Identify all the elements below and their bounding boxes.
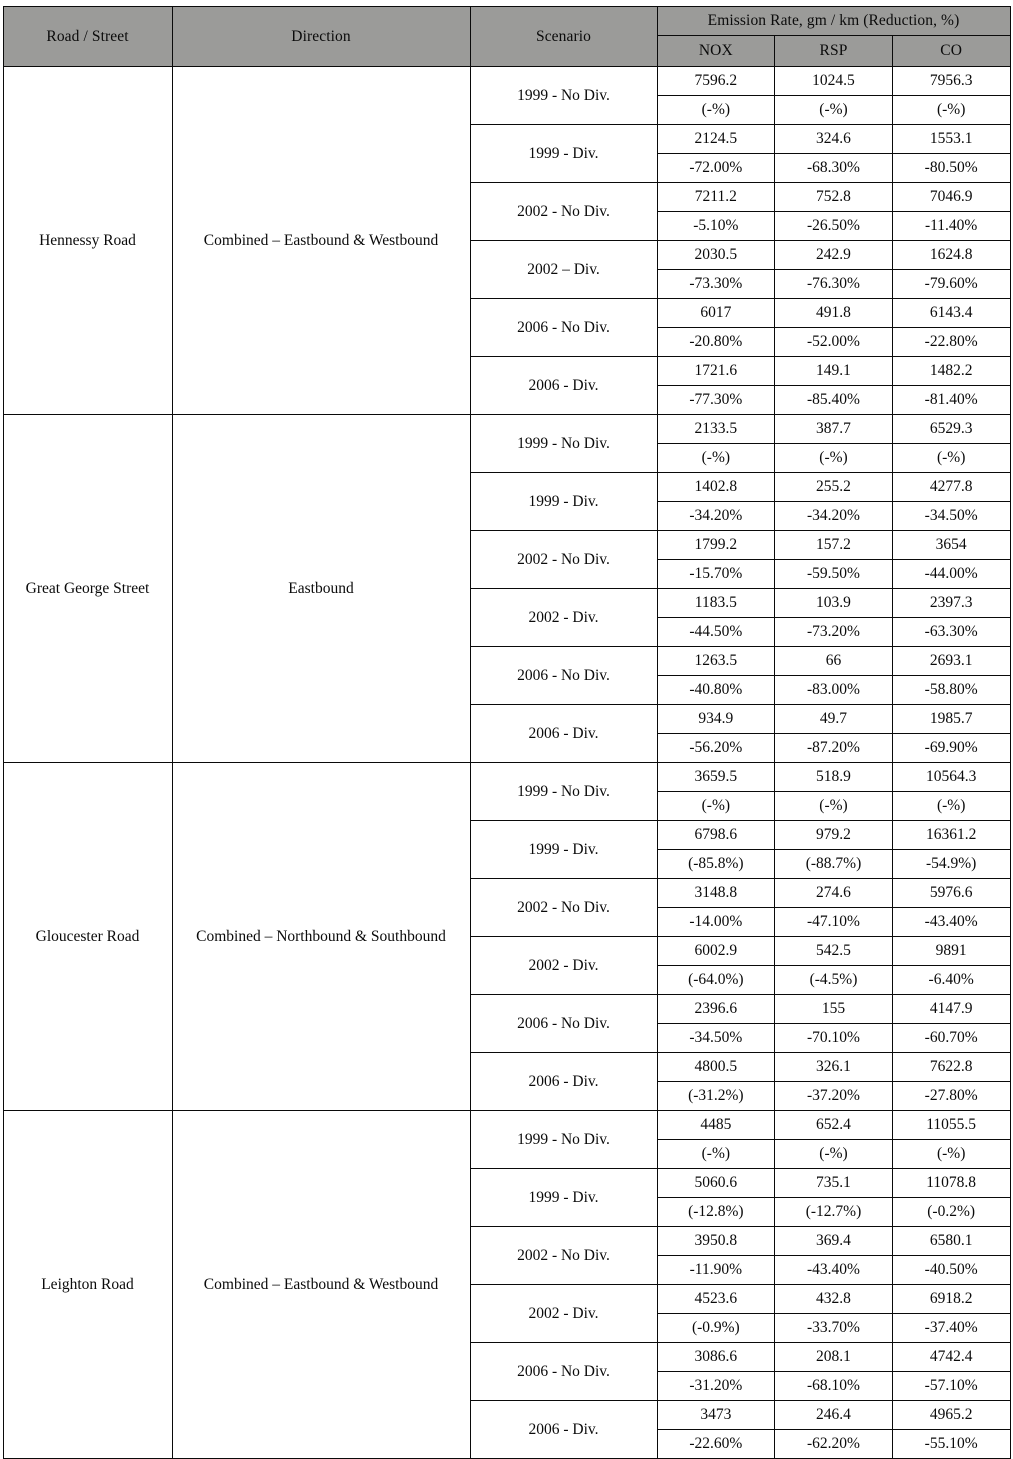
emission-reduction-nox: -34.50% bbox=[657, 1024, 775, 1053]
emission-reduction-nox: -40.80% bbox=[657, 676, 775, 705]
emission-value-nox: 2030.5 bbox=[657, 241, 775, 270]
emission-value-co: 9891 bbox=[892, 937, 1010, 966]
emission-reduction-nox: (-31.2%) bbox=[657, 1082, 775, 1111]
emission-value-rsp: 387.7 bbox=[775, 415, 893, 444]
direction-cell: Combined – Eastbound & Westbound bbox=[172, 67, 470, 415]
direction-cell: Combined – Northbound & Southbound bbox=[172, 763, 470, 1111]
emission-reduction-nox: -31.20% bbox=[657, 1372, 775, 1401]
scenario-cell: 2002 - Div. bbox=[470, 937, 657, 995]
emission-reduction-nox: -72.00% bbox=[657, 154, 775, 183]
table-row bbox=[3, 415, 1010, 444]
emission-value-nox: 4523.6 bbox=[657, 1285, 775, 1314]
emission-value-rsp: 432.8 bbox=[775, 1285, 893, 1314]
emission-reduction-co: -80.50% bbox=[892, 154, 1010, 183]
scenario-cell: 1999 - No Div. bbox=[470, 763, 657, 821]
table-header bbox=[3, 7, 1010, 67]
emission-value-co: 7622.8 bbox=[892, 1053, 1010, 1082]
column-header-nox: NOX bbox=[657, 36, 775, 67]
road-street-cell: Leighton Road bbox=[3, 1111, 172, 1459]
emission-reduction-co: -63.30% bbox=[892, 618, 1010, 647]
emission-value-rsp: 66 bbox=[775, 647, 893, 676]
emission-reduction-nox: (-85.8%) bbox=[657, 850, 775, 879]
emission-reduction-co: -22.80% bbox=[892, 328, 1010, 357]
emission-value-co: 16361.2 bbox=[892, 821, 1010, 850]
direction-cell: Eastbound bbox=[172, 415, 470, 763]
column-header-direction: Direction bbox=[172, 7, 470, 67]
emission-reduction-co: -79.60% bbox=[892, 270, 1010, 299]
emission-value-rsp: 255.2 bbox=[775, 473, 893, 502]
emission-reduction-nox: (-%) bbox=[657, 96, 775, 125]
emission-value-nox: 3148.8 bbox=[657, 879, 775, 908]
emission-value-nox: 6017 bbox=[657, 299, 775, 328]
emission-value-co: 6529.3 bbox=[892, 415, 1010, 444]
emission-value-rsp: 246.4 bbox=[775, 1401, 893, 1430]
emission-value-rsp: 1024.5 bbox=[775, 67, 893, 96]
scenario-cell: 2006 - No Div. bbox=[470, 299, 657, 357]
emission-value-co: 11078.8 bbox=[892, 1169, 1010, 1198]
emission-reduction-rsp: -37.20% bbox=[775, 1082, 893, 1111]
emission-reduction-nox: -56.20% bbox=[657, 734, 775, 763]
emission-value-co: 6143.4 bbox=[892, 299, 1010, 328]
scenario-cell: 1999 - Div. bbox=[470, 473, 657, 531]
emission-reduction-nox: -14.00% bbox=[657, 908, 775, 937]
emission-value-co: 1553.1 bbox=[892, 125, 1010, 154]
column-header-co: CO bbox=[892, 36, 1010, 67]
emission-reduction-co: -43.40% bbox=[892, 908, 1010, 937]
emission-reduction-co: (-%) bbox=[892, 792, 1010, 821]
emission-value-nox: 3086.6 bbox=[657, 1343, 775, 1372]
scenario-cell: 1999 - No Div. bbox=[470, 67, 657, 125]
emission-value-nox: 4800.5 bbox=[657, 1053, 775, 1082]
emission-reduction-nox: -11.90% bbox=[657, 1256, 775, 1285]
emission-reduction-rsp: -85.40% bbox=[775, 386, 893, 415]
emission-value-rsp: 491.8 bbox=[775, 299, 893, 328]
road-street-cell: Gloucester Road bbox=[3, 763, 172, 1111]
scenario-cell: 2002 - No Div. bbox=[470, 183, 657, 241]
scenario-cell: 1999 - No Div. bbox=[470, 415, 657, 473]
emission-reduction-rsp: (-12.7%) bbox=[775, 1198, 893, 1227]
emission-reduction-rsp: -70.10% bbox=[775, 1024, 893, 1053]
emission-reduction-rsp: -68.30% bbox=[775, 154, 893, 183]
emission-reduction-co: -55.10% bbox=[892, 1430, 1010, 1459]
column-header-scenario: Scenario bbox=[470, 7, 657, 67]
emission-reduction-rsp: (-4.5%) bbox=[775, 966, 893, 995]
emission-reduction-co: (-%) bbox=[892, 96, 1010, 125]
emission-rate-table bbox=[3, 6, 1011, 1459]
emission-value-rsp: 274.6 bbox=[775, 879, 893, 908]
scenario-cell: 2006 - No Div. bbox=[470, 1343, 657, 1401]
road-street-cell: Hennessy Road bbox=[3, 67, 172, 415]
emission-value-nox: 1402.8 bbox=[657, 473, 775, 502]
table-row bbox=[3, 763, 1010, 792]
table-row bbox=[3, 1111, 1010, 1140]
emission-value-rsp: 149.1 bbox=[775, 357, 893, 386]
emission-value-nox: 3659.5 bbox=[657, 763, 775, 792]
emission-value-co: 2693.1 bbox=[892, 647, 1010, 676]
emission-reduction-nox: (-%) bbox=[657, 1140, 775, 1169]
emission-value-nox: 2396.6 bbox=[657, 995, 775, 1024]
emission-value-co: 1624.8 bbox=[892, 241, 1010, 270]
emission-reduction-co: -44.00% bbox=[892, 560, 1010, 589]
emission-reduction-rsp: -87.20% bbox=[775, 734, 893, 763]
scenario-cell: 2002 - Div. bbox=[470, 1285, 657, 1343]
scenario-cell: 1999 - Div. bbox=[470, 821, 657, 879]
emission-reduction-rsp: (-%) bbox=[775, 444, 893, 473]
road-street-cell: Great George Street bbox=[3, 415, 172, 763]
emission-reduction-rsp: (-88.7%) bbox=[775, 850, 893, 879]
emission-value-rsp: 752.8 bbox=[775, 183, 893, 212]
emission-value-rsp: 979.2 bbox=[775, 821, 893, 850]
emission-value-co: 4277.8 bbox=[892, 473, 1010, 502]
header-row-primary bbox=[3, 7, 1010, 36]
emission-value-nox: 1263.5 bbox=[657, 647, 775, 676]
scenario-cell: 2006 - No Div. bbox=[470, 647, 657, 705]
emission-value-co: 5976.6 bbox=[892, 879, 1010, 908]
emission-value-rsp: 542.5 bbox=[775, 937, 893, 966]
emission-reduction-rsp: -73.20% bbox=[775, 618, 893, 647]
emission-reduction-nox: -73.30% bbox=[657, 270, 775, 299]
emission-reduction-co: -6.40% bbox=[892, 966, 1010, 995]
emission-value-co: 4742.4 bbox=[892, 1343, 1010, 1372]
emission-value-rsp: 326.1 bbox=[775, 1053, 893, 1082]
emission-reduction-rsp: -62.20% bbox=[775, 1430, 893, 1459]
emission-reduction-nox: (-0.9%) bbox=[657, 1314, 775, 1343]
emission-value-co: 6580.1 bbox=[892, 1227, 1010, 1256]
emission-value-nox: 7596.2 bbox=[657, 67, 775, 96]
emission-value-rsp: 242.9 bbox=[775, 241, 893, 270]
emission-reduction-co: -34.50% bbox=[892, 502, 1010, 531]
emission-value-nox: 1721.6 bbox=[657, 357, 775, 386]
column-header-rsp: RSP bbox=[775, 36, 893, 67]
emission-reduction-co: -81.40% bbox=[892, 386, 1010, 415]
emission-reduction-nox: (-%) bbox=[657, 444, 775, 473]
scenario-cell: 2002 - No Div. bbox=[470, 879, 657, 937]
emission-reduction-rsp: -76.30% bbox=[775, 270, 893, 299]
scenario-cell: 2006 - Div. bbox=[470, 1401, 657, 1459]
emission-value-nox: 1183.5 bbox=[657, 589, 775, 618]
emission-reduction-co: -69.90% bbox=[892, 734, 1010, 763]
emission-reduction-co: -57.10% bbox=[892, 1372, 1010, 1401]
emission-reduction-rsp: (-%) bbox=[775, 792, 893, 821]
emission-value-rsp: 49.7 bbox=[775, 705, 893, 734]
emission-value-nox: 2124.5 bbox=[657, 125, 775, 154]
emission-value-co: 4965.2 bbox=[892, 1401, 1010, 1430]
emission-reduction-nox: (-%) bbox=[657, 792, 775, 821]
emission-value-nox: 4485 bbox=[657, 1111, 775, 1140]
column-header-emission-rate-group: Emission Rate, gm / km (Reduction, %) bbox=[657, 7, 1010, 36]
emission-reduction-co: -40.50% bbox=[892, 1256, 1010, 1285]
emission-value-nox: 6798.6 bbox=[657, 821, 775, 850]
emission-reduction-co: -58.80% bbox=[892, 676, 1010, 705]
emission-value-nox: 934.9 bbox=[657, 705, 775, 734]
emission-reduction-nox: -22.60% bbox=[657, 1430, 775, 1459]
emission-reduction-co: (-0.2%) bbox=[892, 1198, 1010, 1227]
emission-value-rsp: 155 bbox=[775, 995, 893, 1024]
emission-reduction-rsp: -34.20% bbox=[775, 502, 893, 531]
emission-reduction-nox: -5.10% bbox=[657, 212, 775, 241]
emission-value-co: 3654 bbox=[892, 531, 1010, 560]
emission-value-rsp: 157.2 bbox=[775, 531, 893, 560]
emission-reduction-co: -27.80% bbox=[892, 1082, 1010, 1111]
emission-value-nox: 7211.2 bbox=[657, 183, 775, 212]
emission-value-rsp: 324.6 bbox=[775, 125, 893, 154]
scenario-cell: 2006 - Div. bbox=[470, 1053, 657, 1111]
emission-value-nox: 2133.5 bbox=[657, 415, 775, 444]
scenario-cell: 2002 – Div. bbox=[470, 241, 657, 299]
emission-reduction-rsp: (-%) bbox=[775, 1140, 893, 1169]
emission-value-co: 7956.3 bbox=[892, 67, 1010, 96]
emission-value-nox: 3473 bbox=[657, 1401, 775, 1430]
scenario-cell: 2006 - No Div. bbox=[470, 995, 657, 1053]
emission-reduction-co: (-%) bbox=[892, 444, 1010, 473]
emission-value-co: 6918.2 bbox=[892, 1285, 1010, 1314]
emission-reduction-rsp: -43.40% bbox=[775, 1256, 893, 1285]
emission-reduction-rsp: (-%) bbox=[775, 96, 893, 125]
emission-reduction-nox: -15.70% bbox=[657, 560, 775, 589]
emission-value-rsp: 518.9 bbox=[775, 763, 893, 792]
emission-value-co: 10564.3 bbox=[892, 763, 1010, 792]
emission-value-co: 1985.7 bbox=[892, 705, 1010, 734]
emission-reduction-nox: -20.80% bbox=[657, 328, 775, 357]
table-body bbox=[3, 67, 1010, 1459]
emission-value-co: 2397.3 bbox=[892, 589, 1010, 618]
emission-value-nox: 3950.8 bbox=[657, 1227, 775, 1256]
scenario-cell: 2006 - Div. bbox=[470, 705, 657, 763]
scenario-cell: 2002 - Div. bbox=[470, 589, 657, 647]
emission-reduction-rsp: -26.50% bbox=[775, 212, 893, 241]
scenario-cell: 2006 - Div. bbox=[470, 357, 657, 415]
emission-value-rsp: 208.1 bbox=[775, 1343, 893, 1372]
emission-value-nox: 1799.2 bbox=[657, 531, 775, 560]
emission-reduction-rsp: -68.10% bbox=[775, 1372, 893, 1401]
scenario-cell: 2002 - No Div. bbox=[470, 531, 657, 589]
scenario-cell: 1999 - Div. bbox=[470, 1169, 657, 1227]
emission-value-rsp: 103.9 bbox=[775, 589, 893, 618]
emission-reduction-co: (-%) bbox=[892, 1140, 1010, 1169]
emission-reduction-co: -60.70% bbox=[892, 1024, 1010, 1053]
emission-value-rsp: 735.1 bbox=[775, 1169, 893, 1198]
emission-reduction-nox: -44.50% bbox=[657, 618, 775, 647]
direction-cell: Combined – Eastbound & Westbound bbox=[172, 1111, 470, 1459]
emission-reduction-rsp: -59.50% bbox=[775, 560, 893, 589]
emission-value-co: 4147.9 bbox=[892, 995, 1010, 1024]
scenario-cell: 2002 - No Div. bbox=[470, 1227, 657, 1285]
emission-reduction-co: -54.9%) bbox=[892, 850, 1010, 879]
emission-reduction-rsp: -52.00% bbox=[775, 328, 893, 357]
emission-reduction-nox: (-12.8%) bbox=[657, 1198, 775, 1227]
column-header-road-street: Road / Street bbox=[3, 7, 172, 67]
emission-reduction-rsp: -33.70% bbox=[775, 1314, 893, 1343]
emission-reduction-nox: -34.20% bbox=[657, 502, 775, 531]
emission-reduction-co: -37.40% bbox=[892, 1314, 1010, 1343]
emission-value-rsp: 369.4 bbox=[775, 1227, 893, 1256]
emission-reduction-nox: (-64.0%) bbox=[657, 966, 775, 995]
emission-reduction-rsp: -47.10% bbox=[775, 908, 893, 937]
table-row bbox=[3, 67, 1010, 96]
emission-value-co: 11055.5 bbox=[892, 1111, 1010, 1140]
emission-value-nox: 6002.9 bbox=[657, 937, 775, 966]
emission-reduction-nox: -77.30% bbox=[657, 386, 775, 415]
emission-reduction-rsp: -83.00% bbox=[775, 676, 893, 705]
emission-reduction-co: -11.40% bbox=[892, 212, 1010, 241]
scenario-cell: 1999 - Div. bbox=[470, 125, 657, 183]
emission-value-rsp: 652.4 bbox=[775, 1111, 893, 1140]
emission-value-co: 1482.2 bbox=[892, 357, 1010, 386]
scenario-cell: 1999 - No Div. bbox=[470, 1111, 657, 1169]
emission-value-nox: 5060.6 bbox=[657, 1169, 775, 1198]
emission-value-co: 7046.9 bbox=[892, 183, 1010, 212]
